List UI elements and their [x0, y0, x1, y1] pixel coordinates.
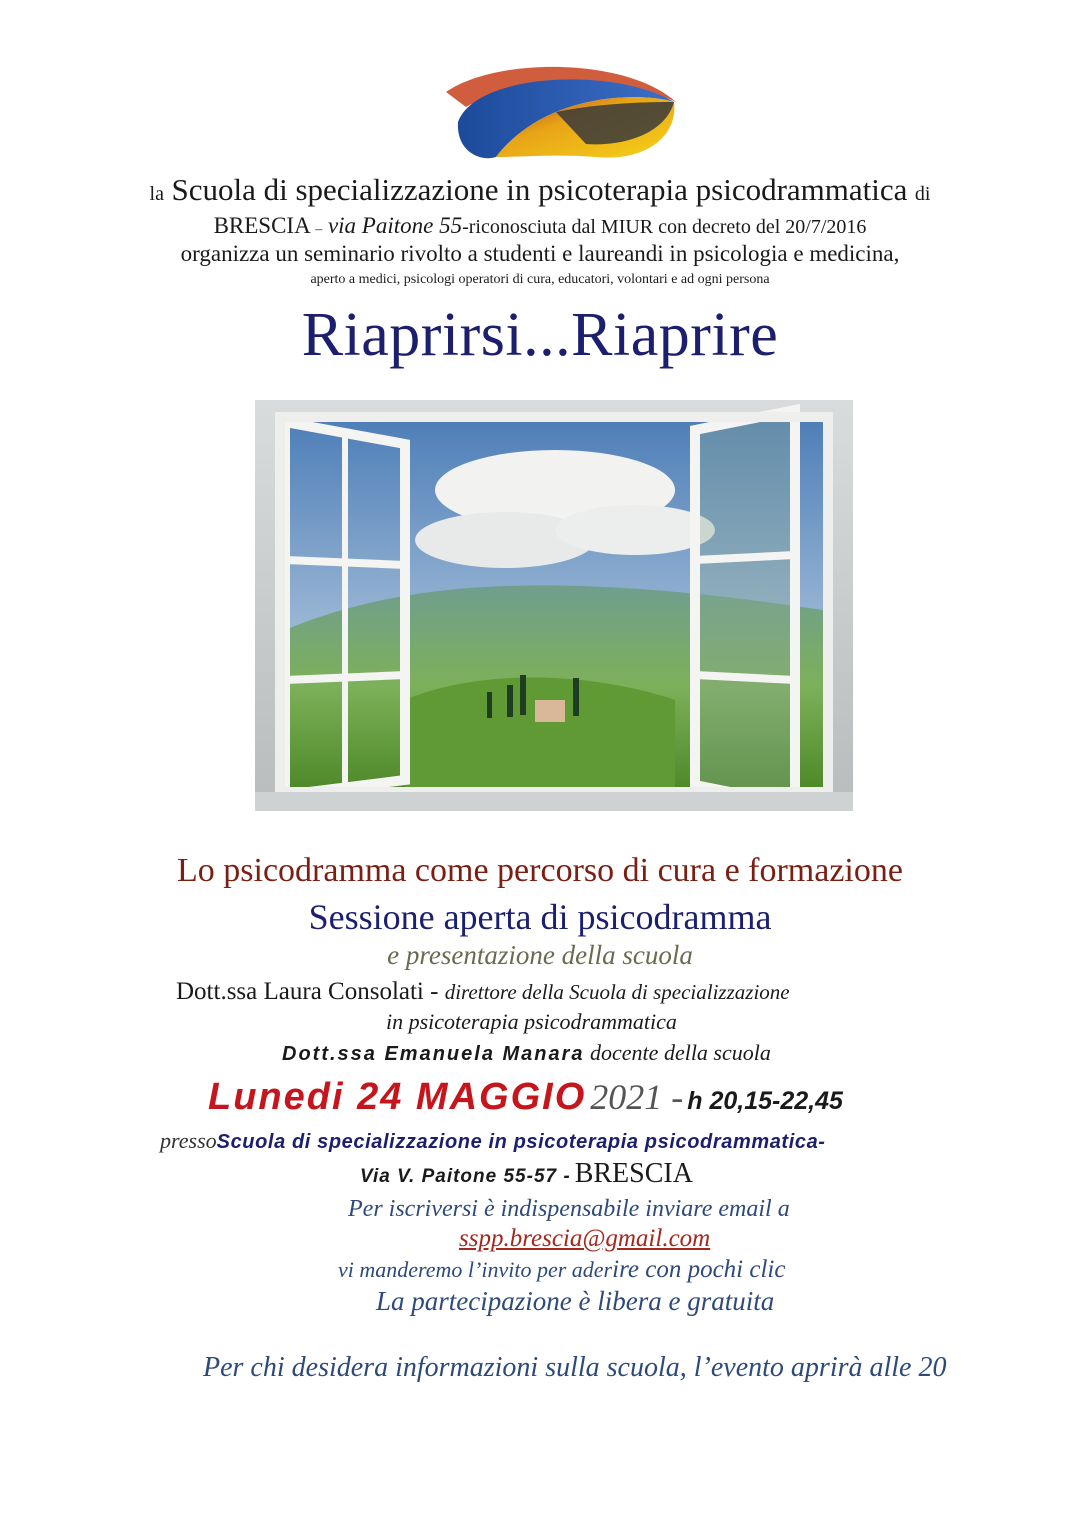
speaker-1-role-continued: in psicoterapia psicodrammatica [386, 1009, 677, 1034]
registration-invite-b: ire con pochi clic [612, 1256, 786, 1283]
header-street: via Paitone 55 [327, 213, 463, 238]
header-suffix: di [914, 183, 931, 205]
subtitle-session: Sessione aperta di psicodramma [308, 897, 772, 937]
header-recognition: -riconosciuta dal MIUR con decreto del 20/7/2016 [462, 216, 867, 238]
subtitle-course: Lo psicodramma come percorso di cura e formazione [177, 852, 903, 889]
registration-instructions: Per iscriversi è indispensabile inviare email a [348, 1196, 790, 1222]
header-line-school [0, 172, 1080, 208]
venue [160, 1128, 826, 1154]
speaker-1-role: direttore della Scuola di specializzazione [444, 980, 790, 1004]
venue-label: presso [160, 1128, 217, 1153]
header-line-address [0, 213, 1080, 239]
venue-address [360, 1158, 693, 1190]
school-logo [436, 62, 688, 172]
venue-school: Scuola di specializzazione in psicoterapia psicodrammatica- [216, 1131, 826, 1153]
event-date [208, 1076, 843, 1119]
header-school-name: Scuola di specializzazione in psicoterapia psicodrammatica [171, 172, 908, 207]
subtitle-presentation: e presentazione della scuola [387, 940, 693, 970]
header-line-audience: aperto a medici, psicologi operatori di cura, educatori, volontari e ad ogni persona [310, 272, 770, 287]
speaker-1 [176, 978, 790, 1006]
header-line-seminar: organizza un seminario rivolto a studenti e laureandi in psicologia e medicina, [180, 241, 900, 266]
header-dash: – [315, 222, 323, 237]
venue-street: Via V. Paitone 55-57 - [360, 1166, 571, 1187]
event-year: 2021 - [590, 1077, 684, 1117]
registration-invite-a: vi manderemo l’invito per ader [338, 1257, 613, 1282]
registration-free: La partecipazione è libera e gratuita [376, 1286, 775, 1316]
speaker-2-name: Dott.ssa Emanuela Manara [282, 1043, 585, 1065]
event-day: Lunedi 24 MAGGIO [208, 1076, 587, 1118]
speaker-2-role: docente della scuola [590, 1040, 771, 1065]
venue-city: BRESCIA [574, 1158, 693, 1189]
speaker-1-name: Dott.ssa Laura Consolati - [176, 978, 439, 1005]
info-line: Per chi desidera informazioni sulla scuola, l’evento aprirà alle 20 [203, 1352, 947, 1383]
open-window-photo [255, 400, 853, 811]
registration-invite [338, 1256, 785, 1284]
header-city: BRESCIA [213, 213, 310, 238]
event-title: Riaprirsi...Riaprire [301, 301, 779, 369]
header-prefix: la [149, 183, 164, 205]
registration-email-link[interactable]: sspp.brescia@gmail.com [459, 1225, 711, 1252]
event-hour: h 20,15-22,45 [687, 1087, 843, 1115]
speaker-2 [282, 1040, 771, 1066]
